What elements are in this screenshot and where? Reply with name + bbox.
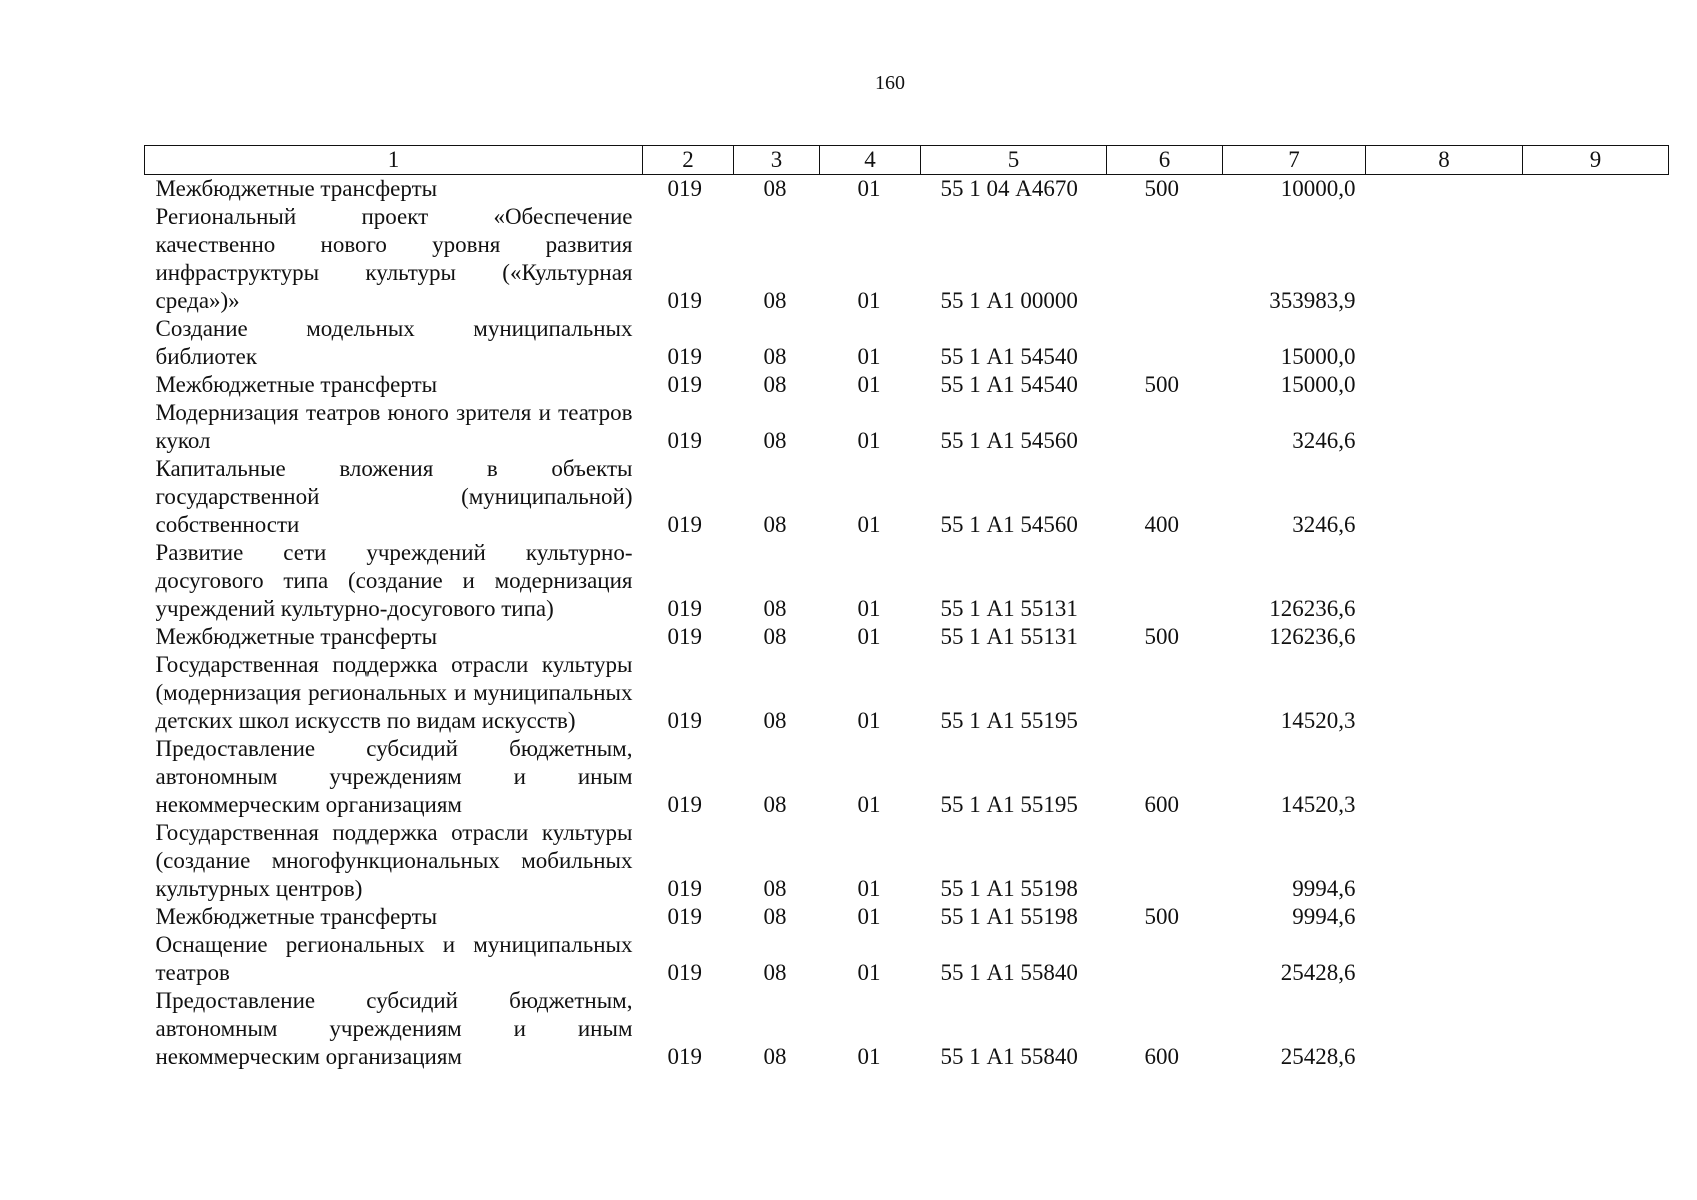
row-amount: 10000,0	[1280, 176, 1356, 201]
row-expense-type-code: 500	[1144, 624, 1179, 649]
header-cell: 3	[734, 146, 820, 175]
row-amount: 9994,6	[1292, 876, 1356, 901]
row-subsection-code: 01	[857, 708, 881, 733]
row-col9	[1523, 903, 1669, 931]
row-col8	[1366, 315, 1523, 371]
row-amount: 3246,6	[1292, 428, 1356, 453]
header-cell: 5	[921, 146, 1107, 175]
row-col8	[1366, 623, 1523, 651]
row-target-article-code: 55 1 А1 55195	[940, 708, 1078, 733]
row-col8	[1366, 987, 1523, 1071]
table-header	[145, 146, 1669, 175]
row-name: Межбюджетные трансферты	[155, 372, 438, 397]
row-target-article-code: 55 1 А1 54540	[940, 344, 1078, 369]
row-target-article-code: 55 1 А1 55198	[940, 876, 1078, 901]
row-target-article-code: 55 1 А1 55840	[940, 960, 1078, 985]
row-target-article-code: 55 1 А1 54560	[940, 428, 1078, 453]
row-name: Межбюджетные трансферты	[155, 624, 438, 649]
table-row	[145, 315, 1669, 371]
row-expense-type-code	[1107, 315, 1223, 371]
row-col8	[1366, 903, 1523, 931]
row-section-code: 08	[763, 372, 787, 397]
row-col9	[1523, 651, 1669, 735]
header-cell: 8	[1366, 146, 1523, 175]
row-subsection-code: 01	[857, 792, 881, 817]
row-amount: 126236,6	[1269, 596, 1356, 621]
row-col9	[1523, 371, 1669, 399]
row-subsection-code: 01	[857, 372, 881, 397]
row-col9	[1523, 623, 1669, 651]
row-col8	[1366, 931, 1523, 987]
row-target-article-code: 55 1 А1 55131	[940, 624, 1078, 649]
row-col9	[1523, 455, 1669, 539]
row-target-article-code: 55 1 А1 55131	[940, 596, 1078, 621]
row-target-article-code: 55 1 А1 55840	[940, 1044, 1078, 1069]
row-amount: 14520,3	[1280, 708, 1356, 733]
row-name: Оснащение региональных и муниципальных театров	[155, 932, 633, 985]
row-grbs-code: 019	[667, 876, 702, 901]
row-expense-type-code: 600	[1144, 792, 1179, 817]
row-amount: 25428,6	[1280, 1044, 1356, 1069]
table-row	[145, 931, 1669, 987]
row-col8	[1366, 819, 1523, 903]
row-name: Государственная поддержка отрасли культуры (создание многофункциональных мобильных культурных центров)	[155, 820, 633, 901]
row-section-code: 08	[763, 624, 787, 649]
table-row	[145, 987, 1669, 1071]
row-col8	[1366, 203, 1523, 315]
row-subsection-code: 01	[857, 1044, 881, 1069]
row-subsection-code: 01	[857, 596, 881, 621]
row-amount: 9994,6	[1292, 904, 1356, 929]
row-col8	[1366, 735, 1523, 819]
row-target-article-code: 55 1 А1 55198	[940, 904, 1078, 929]
row-grbs-code: 019	[667, 512, 702, 537]
row-grbs-code: 019	[667, 792, 702, 817]
row-target-article-code: 55 1 04 А4670	[940, 176, 1078, 201]
row-target-article-code: 55 1 А1 00000	[940, 288, 1078, 313]
row-section-code: 08	[763, 596, 787, 621]
row-name: Межбюджетные трансферты	[155, 176, 438, 201]
row-amount: 126236,6	[1269, 624, 1356, 649]
row-col9	[1523, 539, 1669, 623]
row-section-code: 08	[763, 708, 787, 733]
row-expense-type-code: 500	[1144, 372, 1179, 397]
row-section-code: 08	[763, 288, 787, 313]
row-expense-type-code	[1107, 399, 1223, 455]
header-cell: 6	[1107, 146, 1223, 175]
row-name: Предоставление субсидий бюджетным, автономным учреждениям и иным некоммерческим организациям	[155, 736, 633, 817]
row-expense-type-code: 500	[1144, 904, 1179, 929]
row-grbs-code: 019	[667, 428, 702, 453]
row-expense-type-code: 500	[1144, 176, 1179, 201]
table-row	[145, 735, 1669, 819]
row-subsection-code: 01	[857, 344, 881, 369]
header-row	[145, 146, 1669, 175]
table-row	[145, 651, 1669, 735]
table-row	[145, 819, 1669, 903]
header-cell: 9	[1523, 146, 1669, 175]
row-amount: 25428,6	[1280, 960, 1356, 985]
row-grbs-code: 019	[667, 596, 702, 621]
row-section-code: 08	[763, 904, 787, 929]
row-expense-type-code	[1107, 819, 1223, 903]
row-section-code: 08	[763, 512, 787, 537]
row-grbs-code: 019	[667, 372, 702, 397]
row-col8	[1366, 539, 1523, 623]
row-grbs-code: 019	[667, 1044, 702, 1069]
table-row	[145, 903, 1669, 931]
row-target-article-code: 55 1 А1 54540	[940, 372, 1078, 397]
row-col8	[1366, 651, 1523, 735]
row-subsection-code: 01	[857, 176, 881, 201]
row-amount: 14520,3	[1280, 792, 1356, 817]
row-target-article-code: 55 1 А1 55195	[940, 792, 1078, 817]
row-expense-type-code: 600	[1144, 1044, 1179, 1069]
row-name: Модернизация театров юного зрителя и театров кукол	[155, 400, 633, 453]
table-row	[145, 623, 1669, 651]
row-col9	[1523, 735, 1669, 819]
table-body	[145, 175, 1669, 1072]
table-row	[145, 371, 1669, 399]
row-col8	[1366, 175, 1523, 204]
row-subsection-code: 01	[857, 960, 881, 985]
row-col9	[1523, 203, 1669, 315]
header-cell: 7	[1223, 146, 1366, 175]
row-col9	[1523, 315, 1669, 371]
row-name: Государственная поддержка отрасли культуры (модернизация региональных и муниципальных детских школ искусств по видам искусств)	[155, 652, 633, 733]
row-expense-type-code	[1107, 539, 1223, 623]
header-cell: 2	[643, 146, 734, 175]
row-subsection-code: 01	[857, 512, 881, 537]
row-col8	[1366, 455, 1523, 539]
row-col9	[1523, 819, 1669, 903]
row-expense-type-code	[1107, 931, 1223, 987]
row-amount: 3246,6	[1292, 512, 1356, 537]
row-target-article-code: 55 1 А1 54560	[940, 512, 1078, 537]
row-section-code: 08	[763, 876, 787, 901]
row-section-code: 08	[763, 344, 787, 369]
row-name: Предоставление субсидий бюджетным, автономным учреждениям и иным некоммерческим организациям	[155, 988, 633, 1069]
row-name: Межбюджетные трансферты	[155, 904, 438, 929]
row-subsection-code: 01	[857, 624, 881, 649]
row-amount: 353983,9	[1269, 288, 1356, 313]
row-expense-type-code	[1107, 203, 1223, 315]
row-grbs-code: 019	[667, 904, 702, 929]
row-col8	[1366, 371, 1523, 399]
row-col9	[1523, 987, 1669, 1071]
row-section-code: 08	[763, 1044, 787, 1069]
row-name: Создание модельных муниципальных библиотек	[155, 316, 633, 369]
header-cell: 1	[145, 146, 643, 175]
row-col9	[1523, 931, 1669, 987]
row-subsection-code: 01	[857, 288, 881, 313]
row-grbs-code: 019	[667, 624, 702, 649]
table-row	[145, 175, 1669, 204]
row-section-code: 08	[763, 792, 787, 817]
row-name: Развитие сети учреждений культурно-досугового типа (создание и модернизация учреждений культурно-досугового типа)	[155, 540, 633, 621]
budget-table	[144, 145, 1669, 1071]
table-row	[145, 399, 1669, 455]
row-subsection-code: 01	[857, 428, 881, 453]
row-grbs-code: 019	[667, 344, 702, 369]
row-section-code: 08	[763, 428, 787, 453]
row-col9	[1523, 175, 1669, 204]
row-amount: 15000,0	[1280, 372, 1356, 397]
row-col8	[1366, 399, 1523, 455]
header-cell: 4	[820, 146, 921, 175]
table-row	[145, 539, 1669, 623]
row-expense-type-code	[1107, 651, 1223, 735]
page-number: 160	[875, 72, 905, 94]
row-grbs-code: 019	[667, 288, 702, 313]
row-grbs-code: 019	[667, 176, 702, 201]
row-subsection-code: 01	[857, 904, 881, 929]
row-col9	[1523, 399, 1669, 455]
row-amount: 15000,0	[1280, 344, 1356, 369]
row-grbs-code: 019	[667, 708, 702, 733]
row-expense-type-code: 400	[1144, 512, 1179, 537]
row-section-code: 08	[763, 960, 787, 985]
table-row	[145, 203, 1669, 315]
row-section-code: 08	[763, 176, 787, 201]
row-subsection-code: 01	[857, 876, 881, 901]
table-row	[145, 455, 1669, 539]
row-name: Капитальные вложения в объекты государственной (муниципальной) собственности	[155, 456, 633, 537]
row-grbs-code: 019	[667, 960, 702, 985]
row-name: Региональный проект «Обеспечение качественно нового уровня развития инфраструктуры культуры («Культурная среда»)»	[155, 204, 633, 313]
